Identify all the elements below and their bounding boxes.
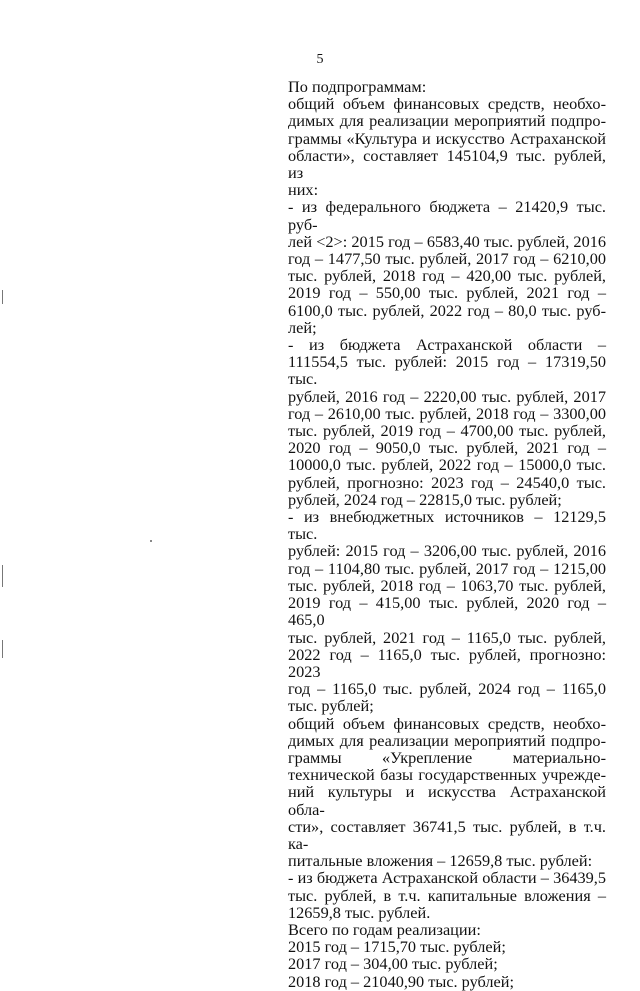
text-line: рублей: 2015 год – 3206,00 тыс. рублей, 2016 — [288, 541, 606, 561]
text-line: 12659,8 тыс. рублей. — [288, 902, 431, 922]
text-line: лей; — [288, 317, 317, 337]
text-line: 111554,5 тыс. рублей: 2015 год – 17319,50 тыс. — [288, 352, 606, 389]
text-line: рублей, 2016 год – 2220,00 тыс. рублей, 2017 — [288, 386, 606, 406]
text-line: 2019 год – 415,00 тыс. рублей, 2020 год – 465,0 — [288, 593, 606, 630]
text-line: год – 2610,00 тыс. рублей, 2018 год – 3300,00 — [288, 403, 606, 423]
scan-edge-mark — [2, 290, 3, 304]
text-line: 2017 год – 304,00 тыс. рублей; — [288, 954, 498, 974]
text-line: тыс. рублей; — [288, 696, 374, 716]
text-line: 2020 год – 9050,0 тыс. рублей, 2021 год – — [288, 438, 606, 458]
text-line: рублей, 2024 год – 22815,0 тыс. рублей; — [288, 489, 562, 509]
text-line: год – 1477,50 тыс. рублей, 2017 год – 6210,00 — [288, 249, 606, 269]
text-line: год – 1104,80 тыс. рублей, 2017 год – 1215,00 — [288, 558, 606, 578]
text-line: 2018 год – 21040,90 тыс. рублей; — [288, 971, 515, 991]
text-line: димых для реализации мероприятий подпро- — [288, 730, 606, 750]
text-line: тыс. рублей, в т.ч. капитальные вложения – — [288, 885, 606, 905]
text-line: - из внебюджетных источников – 12129,5 тыс. — [288, 507, 606, 544]
text-line: год – 1165,0 тыс. рублей, 2024 год – 1165,0 — [288, 679, 606, 699]
text-line: 6100,0 тыс. рублей, 2022 год – 80,0 тыс. руб- — [288, 300, 606, 320]
text-line: - из бюджета Астраханской области – 36439,5 — [288, 868, 606, 888]
scan-edge-mark — [2, 565, 3, 587]
text-line: 2015 год – 1715,70 тыс. рублей; — [288, 937, 506, 957]
text-line: лей <2>: 2015 год – 6583,40 тыс. рублей, 2016 — [288, 231, 606, 251]
text-line: - из бюджета Астраханской области – — [288, 335, 606, 355]
text-line: граммы «Культура и искусство Астраханской — [288, 128, 606, 148]
text-line: общий объем финансовых средств, необхо- — [288, 94, 606, 114]
text-line: По подпрограммам: — [288, 77, 427, 96]
scan-edge-mark — [2, 640, 3, 658]
text-line: тыс. рублей, 2019 год – 4700,00 тыс. рублей, — [288, 421, 606, 441]
text-line: области», составляет 145104,9 тыс. рублей, из — [288, 145, 606, 183]
text-line: 2019 год – 550,00 тыс. рублей, 2021 год – — [288, 283, 606, 303]
scan-speck — [150, 540, 152, 542]
text-line: граммы «Укрепление материально- — [288, 747, 606, 767]
text-line: тыс. рублей, 2018 год – 420,00 тыс. рублей, — [288, 266, 606, 286]
text-line: сти», составляет 36741,5 тыс. рублей, в т.ч. ка- — [288, 816, 606, 853]
document-body — [288, 78, 606, 990]
text-line: тыс. рублей, 2021 год – 1165,0 тыс. рублей, — [288, 627, 606, 647]
text-line: технической базы государственных учрежде- — [288, 765, 606, 785]
text-line: ний культуры и искусства Астраханской обла- — [288, 782, 606, 819]
text-line: рублей, прогнозно: 2023 год – 24540,0 тыс. — [288, 472, 606, 492]
text-line: питальные вложения – 12659,8 тыс. рублей: — [288, 851, 593, 871]
text-line: - из федерального бюджета – 21420,9 тыс. руб- — [288, 197, 606, 234]
page-number: 5 — [316, 52, 324, 67]
text-line: них: — [288, 180, 319, 200]
text-line: тыс. рублей, 2018 год – 1063,70 тыс. рублей, — [288, 575, 606, 595]
text-line: 10000,0 тыс. рублей, 2022 год – 15000,0 тыс. — [288, 455, 606, 475]
text-line: общий объем финансовых средств, необхо- — [288, 713, 606, 733]
text-line: димых для реализации мероприятий подпро- — [288, 111, 606, 131]
text-line: 2022 год – 1165,0 тыс. рублей, прогнозно: 2023 — [288, 644, 606, 681]
text-line: Всего по годам реализации: — [288, 919, 481, 939]
